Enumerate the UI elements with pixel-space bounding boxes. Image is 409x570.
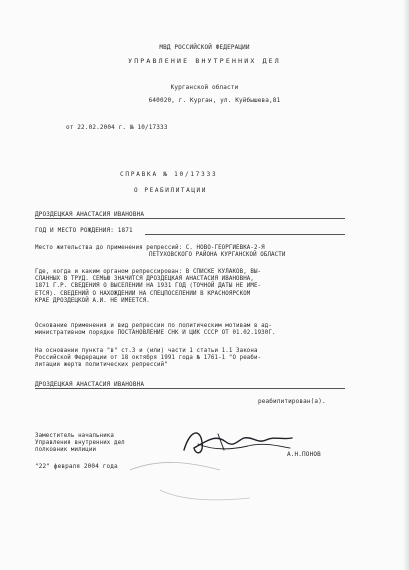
law-line: На основании пункта "в" ст.3 и (или) части 1 статьи 1.1 Закона — [35, 348, 258, 354]
rehabilitated-name: ДРОЗДЕЦКАЯ АНАСТАСИЯ ИВАНОВНА — [35, 381, 145, 388]
law-block — [35, 348, 261, 370]
law-line: литации жертв политических репрессий" — [35, 362, 168, 369]
rehabilitated-status: реабилитирован(а). — [258, 398, 326, 405]
repression-line: Где, когда и каким органом репрессирован: В СПИСКЕ КУЛАКОВ, ВЫ- — [35, 269, 262, 275]
repression-line: КРАЕ ДРОЗДЕЦКОЙ А.И. НЕ ИМЕЕТСЯ. — [35, 297, 150, 304]
scan-edge-shadow — [403, 0, 409, 570]
faint-stamp-mark — [120, 440, 270, 510]
grounds-block — [35, 323, 276, 337]
birth-line: ГОД И МЕСТО РОЖДЕНИЯ: 1871 — [35, 227, 133, 234]
signature-date: "22" февраля 2004 года — [35, 463, 118, 470]
repression-line: СЛАННЫХ В ТРУД. СЕМЬЮ ЗНАЧИТСЯ ДРОЗДЕЦКАЯ АНАСТАСИЯ ИВАНОВНА, — [35, 276, 254, 283]
signatory-name: А.Н.ПОНОВ — [287, 451, 321, 458]
directorate-heading: УПРАВЛЕНИЕ ВНУТРЕННИХ ДЕЛ — [128, 57, 281, 65]
region-line: Курганской области — [170, 84, 239, 91]
person-name: ДРОЗДЕЦКАЯ АНАСТАСИЯ ИВАНОВНА — [35, 211, 145, 218]
name-underline — [35, 218, 345, 219]
residence-line: ПЕТУХОВСКОГО РАЙОНА КУРГАНСКОЙ ОБЛАСТИ — [149, 252, 286, 259]
residence-block — [35, 245, 285, 259]
signatory-title-line: Управления внутренних дел — [35, 440, 125, 447]
signatory-block — [35, 433, 125, 455]
law-line: Российской Федерации от 18 октября 1991 года № 1761-1 "О реаби- — [35, 355, 262, 362]
repression-line: 1871 Г.Р. СВЕДЕНИЯ О ВЫСЕЛЕНИИ НА 1931 ГОД (ТОЧНОЙ ДАТЫ НЕ ИМЕ- — [35, 283, 262, 290]
residence-line: Место жительства до применения репрессий: С. НОВО-ГЕОРГИЕВКА-2-Я — [35, 245, 265, 251]
grounds-line: Основание применения и вид репрессии по политическим мотивам в ад- — [35, 323, 272, 329]
grounds-line: министративном порядке ПОСТАНОВЛЕНИЕ СНК И ЦИК СССР ОТ 01.02.1930Г. — [35, 330, 276, 337]
repression-block — [35, 269, 261, 305]
birth-underline — [145, 234, 345, 235]
ministry-heading: МВД РОССИЙСКОЙ ФЕДЕРАЦИИ — [159, 44, 250, 51]
repression-line: ЕТСЯ). СВЕДЕНИЙ О НАХОЖДЕНИИ НА СПЕЦПОСЕЛЕНИИ В КРАСНОЯРСКОМ — [35, 290, 251, 297]
rehabilitated-underline — [35, 388, 345, 389]
address-line: 640020, г. Курган, ул. Куйбышева,81 — [148, 97, 281, 104]
signatory-title-line: полковник милиции — [35, 447, 97, 454]
certificate-title: СПРАВКА № 10/17333 — [120, 171, 218, 178]
signatory-title-line: Заместитель начальника — [35, 433, 114, 439]
certificate-subtitle: О РЕАБИЛИТАЦИИ — [134, 187, 207, 194]
date-number-line: от 22.02.2004 г. № 10/17333 — [66, 124, 168, 131]
